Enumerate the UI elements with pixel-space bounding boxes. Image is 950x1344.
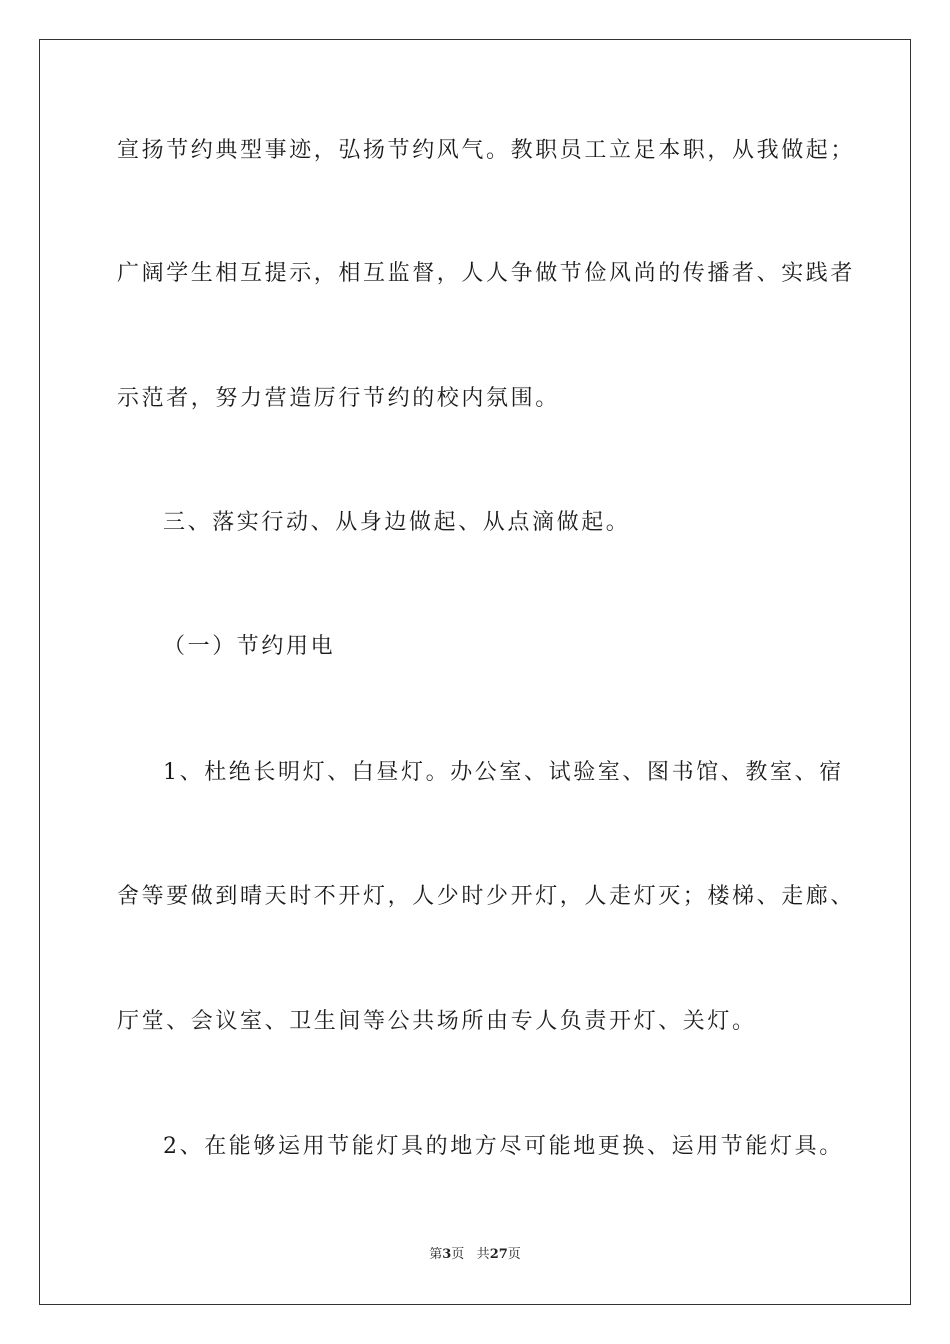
total-suffix: 页	[507, 1247, 521, 1262]
page-suffix: 页	[451, 1247, 465, 1262]
total-prefix: 共	[476, 1247, 490, 1262]
body-paragraph-line: 舍等要做到晴天时不开灯，人少时少开灯，人走灯灭；楼梯、走廊、	[117, 884, 856, 909]
total-pages: 27	[489, 1247, 508, 1262]
body-paragraph-line: 示范者，努力营造厉行节约的校内氛围。	[117, 386, 560, 411]
body-paragraph-line: 宣扬节约典型事迹，弘扬节约风气。教职员工立足本职，从我做起；	[117, 138, 856, 163]
page-border	[39, 39, 911, 1305]
section-heading: 三、落实行动、从身边做起、从点滴做起。	[163, 510, 631, 535]
page-prefix: 第	[429, 1247, 443, 1262]
page-footer	[0, 1246, 950, 1264]
list-item-line: 1、杜绝长明灯、白昼灯。办公室、试验室、图书馆、教室、宿	[163, 760, 844, 785]
subsection-heading: （一）节约用电	[163, 634, 336, 659]
page-number: 3	[442, 1247, 452, 1262]
list-item-line: 2、在能够运用节能灯具的地方尽可能地更换、运用节能灯具。	[163, 1134, 844, 1159]
body-paragraph-line: 广阔学生相互提示，相互监督，人人争做节俭风尚的传播者、实践者	[117, 261, 856, 286]
body-paragraph-line: 厅堂、会议室、卫生间等公共场所由专人负责开灯、关灯。	[117, 1009, 757, 1034]
